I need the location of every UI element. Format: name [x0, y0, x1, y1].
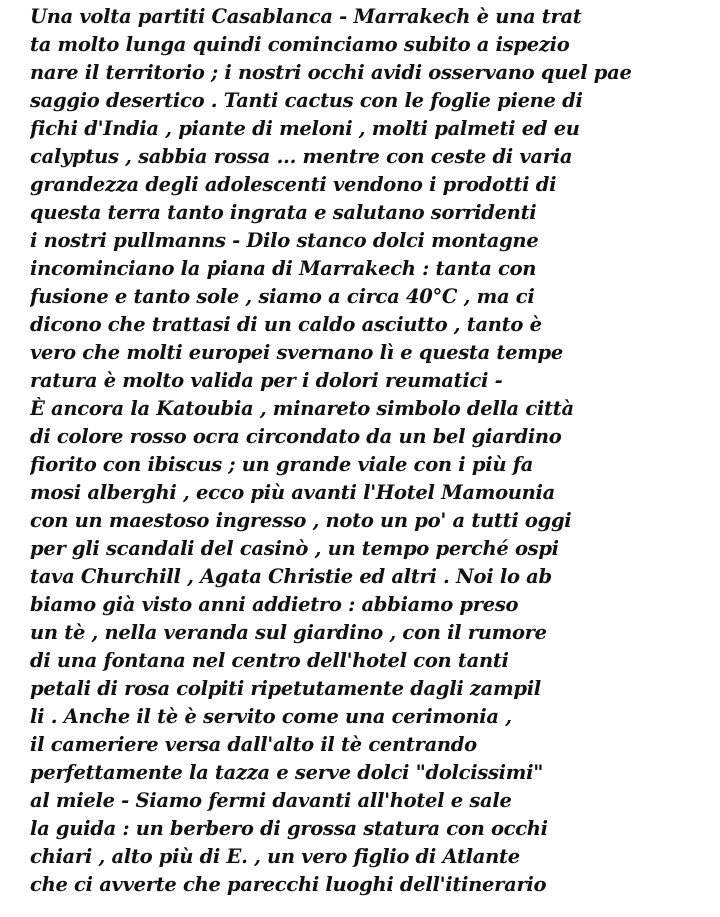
letter-line: biamo già visto anni addietro : abbiamo preso: [30, 593, 519, 616]
letter-line: per gli scandali del casinò , un tempo perché ospi: [30, 537, 559, 560]
letter-line: dicono che trattasi di un caldo asciutto , tanto è: [30, 313, 542, 336]
letter-line: che ci avverte che parecchi luoghi dell'itinerario: [30, 873, 547, 896]
letter-line: al miele - Siamo fermi davanti all'hotel e sale: [30, 789, 512, 812]
letter-line: i nostri pullmanns - Dilo stanco dolci montagne: [30, 229, 539, 252]
letter-line: ratura è molto valida per i dolori reumatici -: [30, 369, 503, 392]
letter-line: di una fontana nel centro dell'hotel con tanti: [30, 649, 509, 672]
letter-line: fusione e tanto sole , siamo a circa 40°C , ma ci: [30, 285, 535, 308]
letter-line: perfettamente la tazza e serve dolci "dolcissimi": [30, 761, 544, 784]
letter-line: È ancora la Katoubia , minareto simbolo della città: [30, 397, 574, 420]
letter-line: fichi d'India , piante di meloni , molti palmeti ed eu: [30, 117, 580, 140]
letter-line: un tè , nella veranda sul giardino , con il rumore: [30, 621, 547, 644]
letter-line: chiari , alto più di E. , un vero figlio di Atlante: [30, 845, 520, 868]
letter-line: petali di rosa colpiti ripetutamente dagli zampil: [30, 677, 541, 700]
letter-line: di colore rosso ocra circondato da un bel giardino: [30, 425, 562, 448]
letter-line: questa terra tanto ingrata e salutano sorridenti: [30, 201, 537, 224]
letter-line: calyptus , sabbia rossa ... mentre con ceste di varia: [30, 145, 573, 168]
letter-line: li . Anche il tè è servito come una cerimonia ,: [30, 705, 512, 728]
letter-line: ta molto lunga quindi cominciamo subito a ispezio: [30, 33, 570, 56]
letter-line: grandezza degli adolescenti vendono i prodotti di: [30, 173, 557, 196]
letter-line: fiorito con ibiscus ; un grande viale con i più fa: [30, 453, 534, 476]
letter-line: saggio desertico . Tanti cactus con le foglie piene di: [30, 89, 583, 112]
letter-line: la guida : un berbero di grossa statura con occhi: [30, 817, 548, 840]
letter-line: mosi alberghi , ecco più avanti l'Hotel Mamounia: [30, 481, 555, 504]
letter-line: vero che molti europei svernano lì e questa tempe: [30, 341, 563, 364]
letter-line: incominciano la piana di Marrakech : tanta con: [30, 257, 537, 280]
letter-line: Una volta partiti Casablanca - Marrakech è una trat: [30, 5, 582, 28]
letter-line: nare il territorio ; i nostri occhi avidi osservano quel pae: [30, 61, 632, 84]
letter-line: tava Churchill , Agata Christie ed altri . Noi lo ab: [30, 565, 552, 588]
letter-line: il cameriere versa dall'alto il tè centrando: [30, 733, 477, 756]
letter-line: con un maestoso ingresso , noto un po' a tutti oggi: [30, 509, 572, 532]
